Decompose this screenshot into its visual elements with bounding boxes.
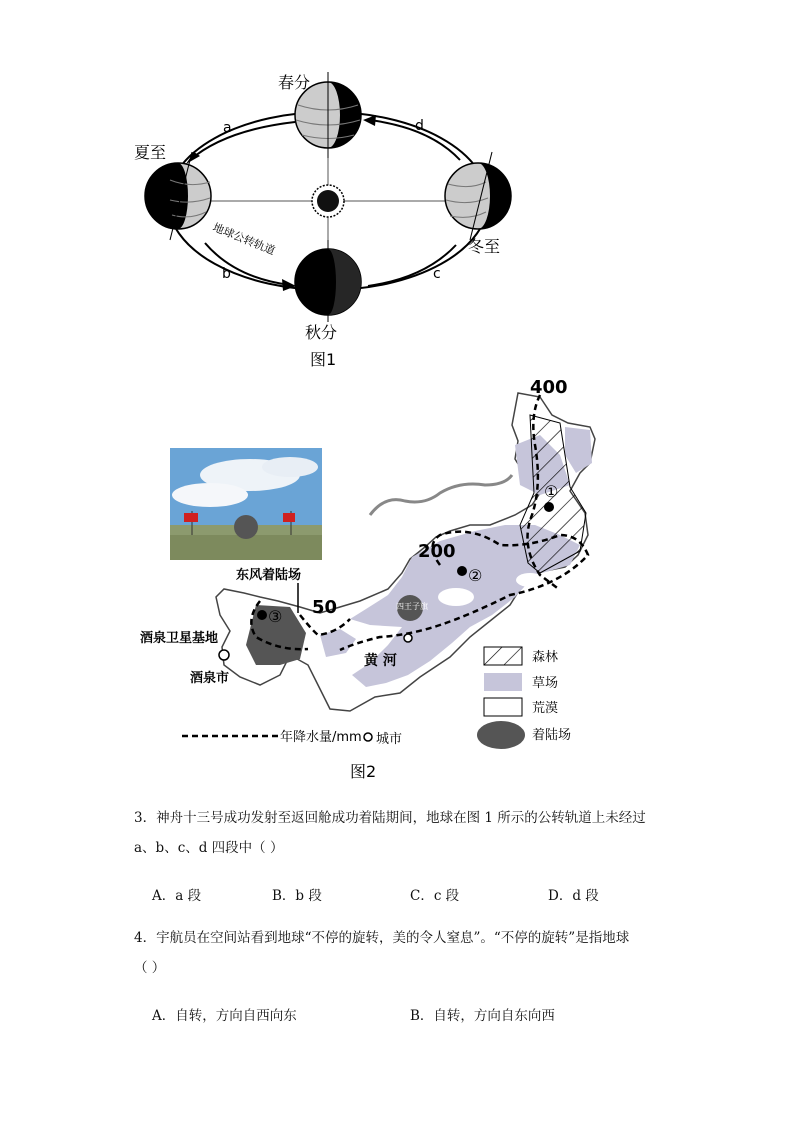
landing-photo bbox=[170, 448, 322, 560]
legend-precip: 年降水量/mm bbox=[280, 730, 362, 745]
label-summer: 夏至 bbox=[134, 143, 167, 162]
orbit-label: 地球公转轨道 bbox=[210, 220, 277, 258]
figure1-orbit-diagram bbox=[130, 60, 530, 370]
figure2-map bbox=[140, 375, 610, 785]
sun-icon bbox=[312, 185, 344, 217]
label-river: 黄 河 bbox=[364, 653, 397, 669]
earth-autumn-icon bbox=[295, 240, 361, 322]
label-siziwang: 四王子旗 bbox=[396, 602, 428, 611]
segment-c: c bbox=[433, 266, 441, 282]
figure2-caption: 图2 bbox=[350, 762, 377, 781]
question-4 bbox=[134, 928, 694, 978]
arrow-a bbox=[190, 122, 295, 160]
q3-option-c[interactable]: C．c 段 bbox=[410, 888, 460, 904]
question-4-line1: 4．宇航员在空间站看到地球“不停的旋转，美的令人窒息”。“不停的旋转”是指地球 bbox=[134, 930, 630, 946]
segment-d: d bbox=[415, 118, 424, 134]
city-marker-jiuquan bbox=[219, 650, 229, 660]
figure1-caption: 图1 bbox=[310, 350, 337, 369]
segment-a: a bbox=[223, 120, 232, 136]
earth-winter-icon bbox=[445, 152, 511, 240]
question-4-line2: （ ） bbox=[134, 960, 166, 976]
isoline-50: 50 bbox=[312, 597, 338, 618]
marker-2: ② bbox=[468, 566, 483, 585]
label-city: 酒泉市 bbox=[190, 671, 230, 686]
label-spring: 春分 bbox=[278, 73, 311, 92]
earth-summer-icon bbox=[145, 152, 211, 240]
q3-option-b[interactable]: B．b 段 bbox=[272, 888, 322, 904]
label-winter: 冬至 bbox=[468, 237, 501, 256]
isoline-200: 200 bbox=[418, 541, 456, 562]
legend-forest: 森林 bbox=[532, 650, 559, 665]
q3-option-d[interactable]: D．d 段 bbox=[548, 888, 599, 904]
question-3-line1: 3．神舟十三号成功发射至返回舱成功着陆期间，地球在图 1 所示的公转轨道上未经过 bbox=[134, 810, 646, 826]
segment-b: b bbox=[222, 266, 231, 282]
river-line bbox=[370, 475, 512, 515]
isoline-400: 400 bbox=[530, 377, 568, 398]
arrow-c bbox=[368, 245, 456, 286]
label-landing-site: 东风着陆场 bbox=[236, 568, 302, 583]
legend-desert: 荒漠 bbox=[532, 701, 559, 716]
question-3 bbox=[134, 808, 694, 858]
label-launch-base: 酒泉卫星基地 bbox=[140, 631, 219, 646]
q4-option-a[interactable]: A．自转，方向自西向东 bbox=[152, 1008, 297, 1024]
question-3-line2: a、b、c、d 四段中（ ） bbox=[134, 840, 284, 856]
legend-landing: 着陆场 bbox=[532, 728, 572, 743]
label-autumn: 秋分 bbox=[305, 323, 338, 342]
legend-city: 城市 bbox=[376, 732, 403, 747]
legend-grassland: 草场 bbox=[532, 676, 559, 691]
marker-1: ① bbox=[544, 482, 559, 501]
q3-option-a[interactable]: A．a 段 bbox=[152, 888, 202, 904]
marker-3: ③ bbox=[268, 607, 283, 626]
q4-option-b[interactable]: B．自转，方向自东向西 bbox=[410, 1008, 555, 1024]
